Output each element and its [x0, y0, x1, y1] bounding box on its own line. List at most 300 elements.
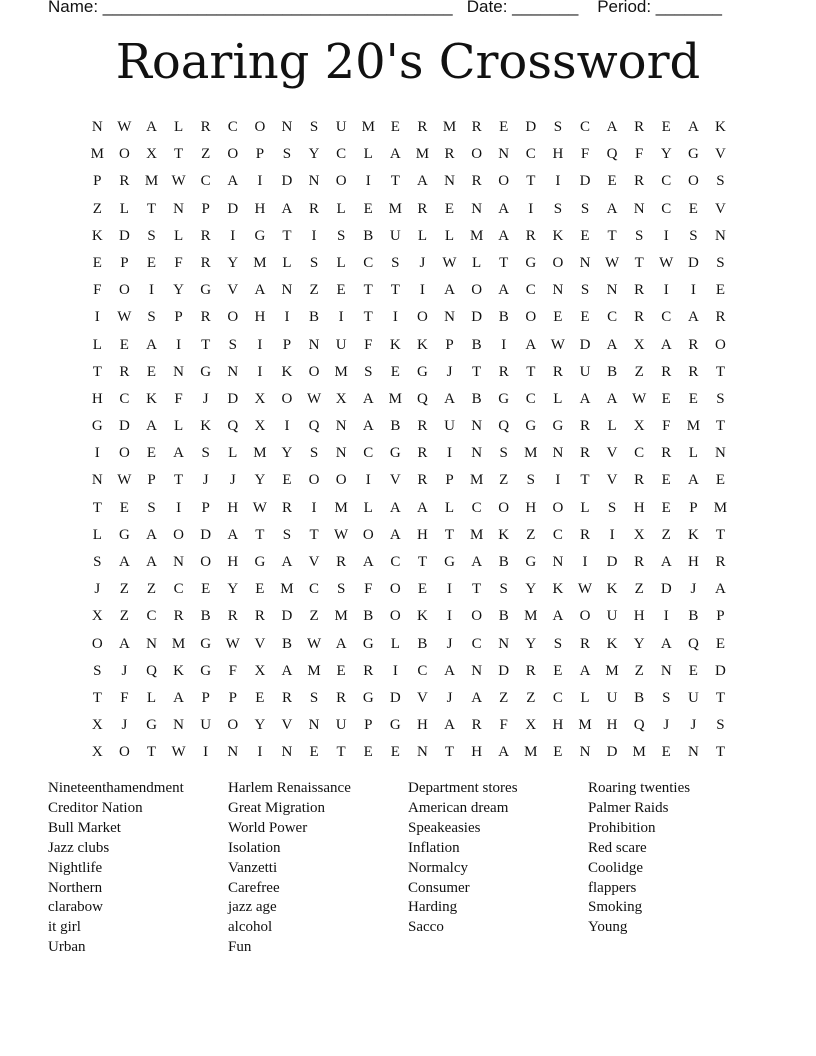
grid-letter: C	[661, 309, 672, 326]
grid-letter: R	[471, 119, 483, 135]
grid-letter: O	[118, 445, 131, 462]
grid-letter: A	[118, 554, 131, 570]
grid-letter: I	[501, 336, 507, 353]
grid-letter: K	[498, 526, 510, 543]
grid-letter: T	[363, 309, 374, 326]
grid-letter: H	[525, 499, 537, 516]
grid-letter: K	[417, 608, 429, 625]
grid-letter: I	[257, 744, 263, 761]
grid-letter: W	[117, 472, 132, 489]
grid-letter: A	[552, 608, 564, 625]
grid-letter: R	[688, 336, 699, 353]
grid-letter: T	[472, 581, 482, 598]
grid-letter: A	[254, 282, 266, 299]
grid-letter: G	[687, 146, 700, 163]
grid-letter: Y	[308, 146, 320, 163]
grid-letter: S	[526, 472, 536, 489]
grid-letter: I	[447, 608, 453, 625]
grid-letter: T	[580, 472, 591, 489]
grid-letter: C	[607, 309, 618, 326]
grid-letter: T	[173, 472, 184, 489]
grid-letter: G	[389, 717, 402, 734]
grid-letter: N	[335, 445, 348, 462]
grid-letter: L	[173, 418, 184, 435]
word-bank-item: Nineteenthamendment	[48, 780, 184, 796]
grid-letter: D	[606, 554, 618, 570]
grid-letter: R	[525, 662, 537, 679]
grid-letter: J	[690, 581, 697, 598]
grid-letter: A	[389, 499, 402, 516]
grid-letter: E	[336, 662, 347, 679]
grid-letter: R	[634, 472, 645, 489]
grid-letter: U	[389, 227, 402, 244]
grid-letter: E	[661, 744, 672, 761]
grid-letter: N	[444, 173, 456, 190]
grid-letter: R	[336, 689, 347, 706]
grid-letter: O	[389, 581, 402, 598]
grid-letter: X	[91, 717, 104, 734]
grid-letter: T	[173, 146, 184, 163]
grid-letter: B	[363, 608, 374, 625]
grid-row	[84, 522, 734, 549]
grid-letter: E	[661, 119, 672, 135]
grid-letter: A	[660, 554, 673, 570]
grid-letter: L	[607, 418, 618, 435]
grid-letter: T	[715, 418, 726, 435]
grid-letter: H	[471, 744, 483, 761]
grid-letter: L	[92, 526, 103, 543]
grid-letter: F	[364, 336, 373, 353]
grid-letter: L	[688, 445, 699, 462]
grid-letter: J	[229, 472, 237, 489]
grid-letter: G	[362, 635, 375, 652]
grid-letter: N	[471, 418, 483, 435]
grid-letter: M	[469, 472, 484, 489]
grid-letter: D	[525, 119, 537, 135]
grid-letter: S	[282, 146, 292, 163]
grid-letter: A	[146, 119, 158, 135]
grid-letter: C	[471, 635, 483, 652]
grid-letter: L	[580, 499, 591, 516]
grid-letter: I	[311, 499, 318, 516]
grid-letter: T	[92, 499, 103, 516]
grid-letter: Z	[119, 581, 130, 598]
grid-letter: I	[582, 554, 588, 570]
grid-letter: W	[171, 173, 187, 190]
grid-letter: W	[577, 581, 593, 598]
grid-letter: D	[498, 662, 510, 679]
grid-letter: A	[389, 146, 402, 163]
grid-letter: M	[442, 119, 457, 135]
grid-letter: G	[389, 445, 402, 462]
grid-letter: S	[662, 689, 671, 706]
grid-letter: P	[120, 254, 130, 271]
grid-letter: V	[389, 472, 402, 489]
word-bank-item: Inflation	[408, 839, 460, 856]
grid-letter: P	[716, 608, 726, 625]
grid-letter: G	[552, 418, 564, 435]
grid-letter: S	[309, 689, 319, 706]
word-bank-item: Red scare	[588, 839, 647, 856]
grid-letter: L	[146, 689, 157, 706]
grid-letter: S	[553, 635, 563, 652]
grid-row	[84, 196, 734, 223]
grid-letter: B	[200, 608, 212, 625]
grid-letter: E	[146, 254, 157, 271]
grid-letter: R	[661, 445, 672, 462]
grid-letter: Q	[417, 390, 429, 407]
grid-letter: P	[255, 146, 265, 163]
grid-letter: B	[390, 418, 401, 435]
grid-letter: O	[227, 309, 239, 326]
grid-letter: W	[659, 254, 674, 271]
grid-letter: F	[499, 717, 509, 734]
grid-letter: V	[281, 717, 293, 734]
grid-letter: A	[715, 581, 727, 598]
grid-letter: D	[579, 173, 591, 190]
grid-letter: O	[91, 635, 104, 652]
grid-letter: O	[254, 119, 266, 135]
word-bank-column	[588, 779, 768, 958]
grid-letter: M	[144, 173, 159, 190]
grid-letter: S	[391, 254, 400, 271]
grid-letter: X	[91, 608, 104, 625]
grid-letter: I	[447, 445, 453, 462]
grid-letter: F	[93, 282, 102, 299]
grid-letter: C	[309, 581, 320, 598]
grid-letter: H	[254, 309, 266, 326]
grid-letter: T	[715, 744, 726, 761]
grid-letter: R	[200, 309, 212, 326]
grid-letter: N	[471, 662, 483, 679]
grid-letter: R	[579, 526, 591, 543]
grid-letter: S	[282, 526, 292, 543]
grid-letter: P	[228, 689, 238, 706]
grid-letter: D	[389, 689, 402, 706]
grid-row	[84, 304, 734, 331]
word-bank-item: Creditor Nation	[48, 799, 143, 816]
grid-letter: A	[173, 445, 185, 462]
grid-letter: S	[499, 445, 509, 462]
grid-letter: Z	[526, 526, 536, 543]
grid-letter: S	[716, 173, 726, 190]
grid-letter: E	[580, 227, 591, 244]
grid-letter: Z	[499, 689, 509, 706]
grid-letter: M	[469, 526, 484, 543]
grid-letter: N	[579, 744, 591, 761]
grid-letter: O	[173, 526, 185, 543]
grid-letter: V	[606, 472, 618, 489]
grid-letter: E	[255, 581, 265, 598]
grid-letter: X	[254, 390, 266, 407]
grid-letter: A	[606, 336, 618, 353]
grid-letter: N	[498, 635, 510, 652]
word-bank-item: Prohibition	[588, 819, 656, 836]
grid-letter: R	[634, 119, 645, 135]
grid-letter: G	[118, 526, 131, 543]
grid-letter: S	[689, 227, 699, 244]
grid-row	[84, 332, 734, 359]
grid-letter: Z	[309, 608, 320, 625]
grid-letter: K	[417, 336, 429, 353]
grid-letter: J	[202, 472, 210, 489]
word-bank-item: Bull Market	[48, 819, 121, 836]
grid-letter: E	[688, 662, 699, 679]
grid-letter: S	[553, 200, 563, 217]
grid-letter: S	[635, 227, 644, 244]
grid-letter: E	[715, 472, 726, 489]
grid-letter: G	[525, 254, 537, 271]
grid-letter: E	[607, 173, 618, 190]
grid-letter: F	[174, 390, 184, 407]
grid-letter: A	[606, 119, 618, 135]
grid-letter: Q	[633, 717, 646, 734]
grid-letter: N	[471, 445, 483, 462]
grid-letter: R	[634, 309, 645, 326]
grid-letter: T	[499, 254, 509, 271]
grid-letter: S	[580, 200, 590, 217]
grid-letter: L	[444, 499, 455, 516]
grid-letter: A	[444, 717, 456, 734]
grid-letter: T	[444, 526, 455, 543]
grid-letter: U	[335, 717, 348, 734]
grid-letter: G	[200, 363, 212, 380]
grid-letter: T	[526, 363, 536, 380]
grid-letter: N	[281, 119, 293, 135]
grid-letter: W	[306, 390, 322, 407]
grid-letter: M	[524, 608, 538, 625]
grid-row	[84, 685, 734, 712]
grid-letter: O	[362, 526, 375, 543]
grid-letter: Q	[606, 146, 618, 163]
grid-letter: O	[308, 363, 320, 380]
grid-letter: Q	[308, 418, 320, 435]
grid-letter: D	[579, 336, 591, 353]
grid-letter: M	[605, 662, 620, 679]
grid-letter: J	[446, 635, 453, 652]
grid-letter: V	[308, 554, 320, 570]
grid-letter: S	[580, 282, 590, 299]
grid-letter: I	[176, 336, 182, 353]
grid-letter: N	[281, 744, 293, 761]
grid-letter: P	[93, 173, 102, 190]
grid-letter: N	[91, 472, 104, 489]
grid-letter: M	[334, 499, 349, 516]
grid-letter: R	[715, 309, 726, 326]
grid-letter: A	[146, 526, 158, 543]
grid-letter: Z	[309, 282, 320, 299]
grid-letter: O	[552, 254, 564, 271]
grid-letter: E	[661, 499, 672, 516]
grid-letter: I	[690, 282, 697, 299]
grid-letter: J	[94, 581, 101, 598]
grid-letter: A	[444, 390, 456, 407]
grid-letter: I	[609, 526, 616, 543]
grid-letter: I	[176, 499, 182, 516]
grid-letter: X	[254, 662, 266, 679]
grid-letter: E	[444, 200, 455, 217]
grid-letter: D	[606, 744, 618, 761]
grid-letter: K	[606, 581, 618, 598]
grid-letter: Y	[254, 717, 266, 734]
grid-letter: Z	[526, 689, 536, 706]
grid-letter: D	[281, 608, 293, 625]
grid-letter: I	[392, 662, 399, 679]
grid-letter: O	[498, 173, 510, 190]
grid-letter: S	[553, 119, 563, 135]
grid-letter: T	[715, 526, 726, 543]
grid-letter: S	[716, 254, 726, 271]
grid-letter: R	[525, 227, 537, 244]
grid-letter: W	[171, 744, 187, 761]
grid-letter: T	[634, 254, 645, 271]
grid-letter: A	[146, 336, 158, 353]
grid-letter: I	[284, 309, 290, 326]
grid-letter: E	[688, 390, 699, 407]
grid-row	[84, 277, 734, 304]
grid-letter: O	[715, 336, 727, 353]
grid-row	[84, 141, 734, 168]
grid-letter: N	[715, 227, 727, 244]
grid-letter: O	[552, 499, 564, 516]
grid-letter: N	[715, 445, 727, 462]
grid-letter: E	[309, 744, 320, 761]
grid-letter: Y	[525, 581, 537, 598]
grid-letter: F	[364, 581, 373, 598]
grid-letter: C	[173, 581, 185, 598]
grid-letter: N	[579, 254, 591, 271]
word-bank-item: Harding	[408, 899, 458, 916]
grid-letter: Q	[227, 418, 239, 435]
grid-letter: W	[117, 119, 132, 135]
grid-letter: H	[633, 608, 646, 625]
grid-letter: A	[281, 200, 293, 217]
grid-letter: A	[498, 200, 510, 217]
grid-letter: H	[633, 499, 646, 516]
grid-letter: R	[200, 254, 212, 271]
grid-letter: B	[688, 608, 699, 625]
grid-letter: I	[419, 282, 426, 299]
grid-letter: D	[227, 390, 239, 407]
grid-letter: R	[227, 608, 239, 625]
grid-letter: E	[553, 744, 563, 761]
grid-letter: T	[715, 363, 726, 380]
grid-letter: H	[254, 200, 266, 217]
grid-letter: L	[336, 200, 347, 217]
grid-letter: A	[498, 227, 510, 244]
grid-letter: L	[580, 689, 591, 706]
grid-letter: N	[146, 635, 158, 652]
grid-letter: R	[417, 445, 428, 462]
grid-letter: O	[281, 390, 293, 407]
grid-letter: I	[663, 608, 670, 625]
grid-letter: Z	[634, 581, 645, 598]
grid-letter: N	[687, 744, 700, 761]
grid-letter: B	[363, 227, 374, 244]
grid-letter: R	[661, 363, 672, 380]
grid-letter: M	[415, 146, 430, 163]
grid-letter: H	[687, 554, 700, 570]
grid-letter: K	[146, 390, 158, 407]
grid-letter: V	[417, 689, 429, 706]
grid-letter: M	[388, 200, 403, 217]
grid-letter: T	[146, 200, 157, 217]
grid-letter: A	[687, 472, 700, 489]
grid-letter: C	[661, 173, 672, 190]
grid-letter: F	[228, 662, 238, 679]
grid-letter: Z	[201, 146, 211, 163]
word-bank-item: jazz age	[228, 899, 277, 916]
grid-letter: E	[363, 744, 374, 761]
grid-letter: X	[146, 146, 158, 163]
word-bank-item: Palmer Raids	[588, 799, 669, 816]
grid-letter: U	[335, 336, 348, 353]
grid-letter: N	[281, 282, 293, 299]
grid-letter: F	[662, 418, 671, 435]
grid-letter: O	[227, 146, 239, 163]
grid-letter: X	[633, 418, 646, 435]
word-bank-item: Jazz clubs	[48, 839, 110, 856]
grid-letter: S	[309, 119, 319, 135]
grid-letter: U	[687, 689, 700, 706]
grid-letter: M	[524, 744, 538, 761]
grid-letter: K	[715, 119, 727, 135]
grid-letter: G	[525, 554, 537, 570]
word-bank-item: Northern	[48, 879, 103, 896]
word-bank-item: Nightlife	[48, 859, 103, 876]
grid-row	[84, 359, 734, 386]
grid-letter: B	[471, 390, 483, 407]
grid-letter: Q	[146, 662, 158, 679]
grid-letter: O	[227, 717, 239, 734]
grid-letter: C	[146, 608, 157, 625]
grid-letter: C	[579, 119, 591, 135]
grid-letter: E	[390, 363, 401, 380]
word-bank-item: Harlem Renaissance	[228, 780, 351, 796]
grid-letter: H	[417, 526, 429, 543]
grid-letter: M	[171, 635, 186, 652]
grid-letter: L	[417, 227, 428, 244]
grid-letter: C	[661, 200, 672, 217]
grid-letter: N	[308, 336, 320, 353]
grid-letter: A	[687, 309, 700, 326]
grid-letter: N	[173, 363, 185, 380]
grid-letter: T	[92, 689, 103, 706]
grid-letter: K	[552, 581, 564, 598]
grid-letter: H	[227, 554, 239, 570]
grid-letter: E	[390, 119, 401, 135]
grid-letter: U	[200, 717, 212, 734]
page-title: Roaring 20's Crossword	[115, 34, 701, 90]
grid-letter: W	[117, 309, 132, 326]
grid-letter: O	[471, 282, 483, 299]
grid-letter: M	[90, 146, 105, 163]
grid-letter: J	[121, 717, 128, 734]
grid-letter: A	[118, 635, 131, 652]
grid-letter: P	[445, 336, 455, 353]
grid-letter: R	[634, 282, 645, 299]
grid-letter: A	[606, 200, 618, 217]
grid-letter: A	[146, 554, 158, 570]
grid-row	[84, 168, 734, 195]
word-bank-item: American dream	[408, 799, 509, 816]
grid-letter: N	[444, 309, 456, 326]
grid-letter: E	[580, 309, 591, 326]
grid-letter: R	[417, 200, 428, 217]
grid-letter: R	[715, 554, 726, 570]
grid-letter: W	[225, 635, 241, 652]
grid-letter: D	[281, 173, 293, 190]
